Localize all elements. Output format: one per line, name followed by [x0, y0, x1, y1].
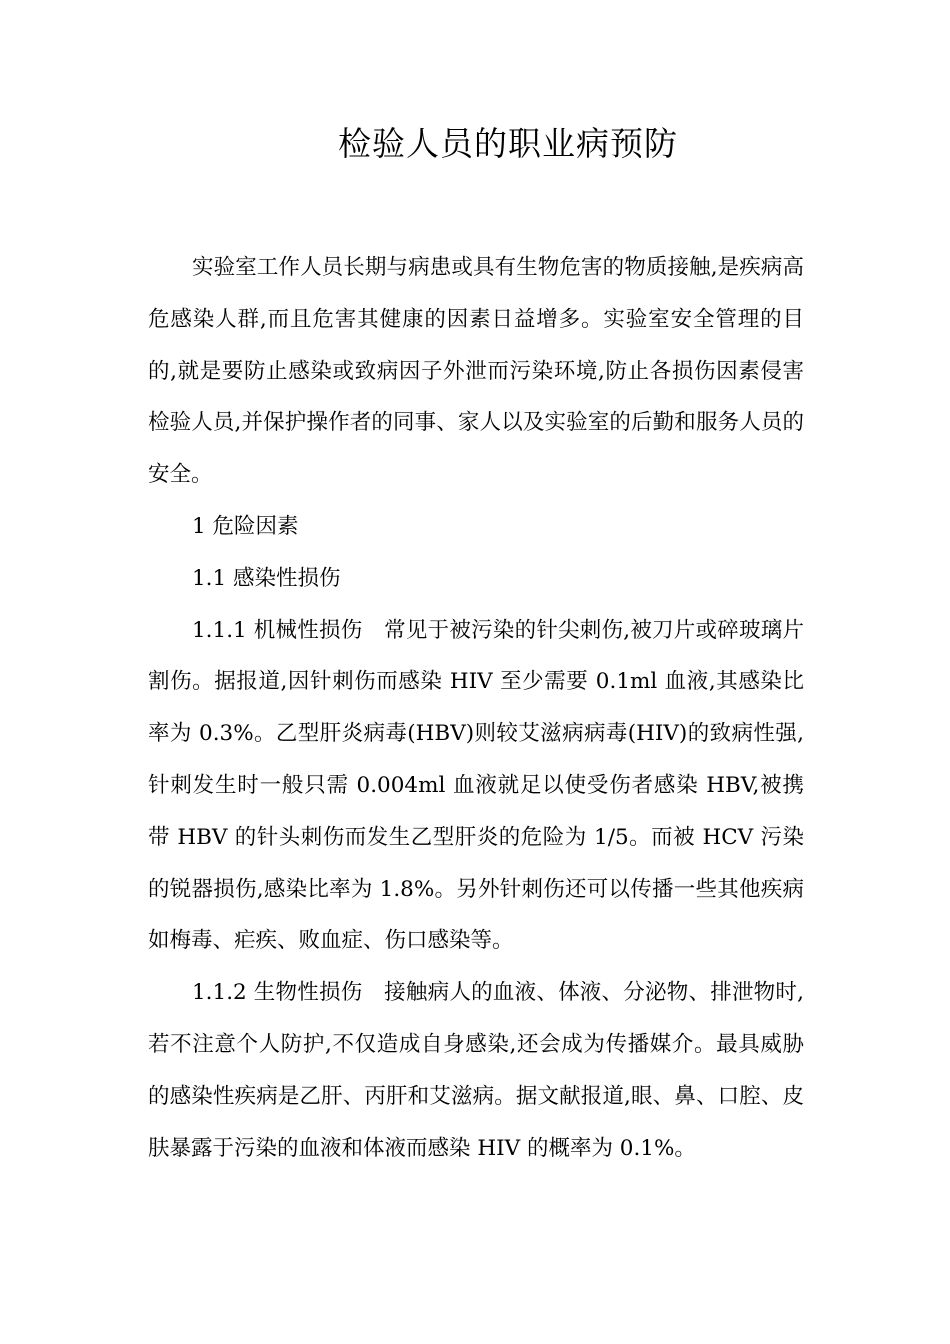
document-body	[148, 242, 804, 1174]
document-title: 检验人员的职业病预防	[338, 124, 678, 163]
heading-infectious-injury: 1.1 感染性损伤	[192, 565, 341, 591]
paragraph-biological-injury: 1.1.2 生物性损伤 接触病人的血液、体液、分泌物、排泄物时,若不注意个人防护,不仅造成自身感染,还会成为传播媒介。最具威胁的感染性疾病是乙肝、丙肝和艾滋病。据文献报道,眼、鼻、口腔、皮肤暴露于污染的血液和体液而感染 HIV 的概率为 0.1%。	[148, 980, 804, 1161]
paragraph-intro: 实验室工作人员长期与病患或具有生物危害的物质接触,是疾病高危感染人群,而且危害其健康的因素日益增多。实验室安全管理的目的,就是要防止感染或致病因子外泄而污染环境,防止各损伤因素侵害检验人员,并保护操作者的同事、家人以及实验室的后勤和服务人员的安全。	[148, 255, 804, 488]
heading-risk-factors: 1 危险因素	[192, 513, 299, 539]
paragraph-mechanical-injury: 1.1.1 机械性损伤 常见于被污染的针尖刺伤,被刀片或碎玻璃片割伤。据报道,因针刺伤而感染 HIV 至少需要 0.1ml 血液,其感染比率为 0.3%。乙型肝炎病毒(HBV)则较艾滋病病毒(HIV)的致病性强,针刺发生时一般只需 0.004ml 血液就足以使受伤者感染 HBV,被携带 HBV 的针头刺伤而发生乙型肝炎的危险为 1/5。而被 HCV 污染的锐器损伤,感染比率为 1.8%。另外针刺伤还可以传播一些其他疾病如梅毒、疟疾、败血症、伤口感染等。	[148, 617, 804, 954]
